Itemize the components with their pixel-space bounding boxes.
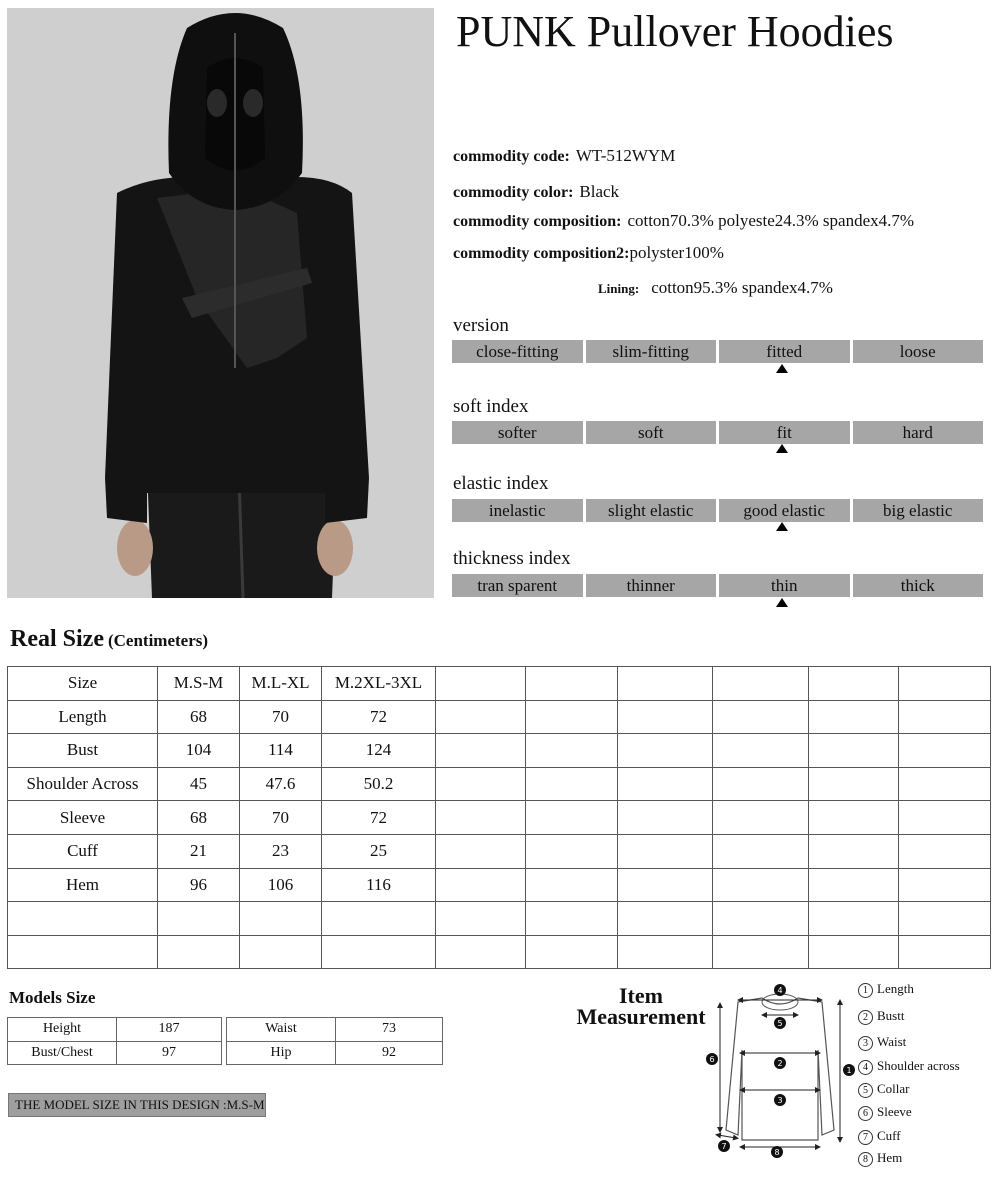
elastic-index-option: good elastic	[719, 499, 850, 522]
table-cell: 124	[322, 734, 436, 768]
table-cell: 70	[240, 801, 322, 835]
empty-cell	[526, 868, 618, 902]
empty-cell	[526, 801, 618, 835]
empty-cell	[618, 902, 713, 936]
thickness-index-option: thinner	[586, 574, 717, 597]
empty-cell	[526, 834, 618, 868]
empty-cell	[436, 734, 526, 768]
empty-cell	[899, 902, 991, 936]
empty-cell	[713, 868, 809, 902]
header-cell: M.2XL-3XL	[322, 667, 436, 701]
table-cell: 114	[240, 734, 322, 768]
soft-index-option: soft	[586, 421, 717, 444]
empty-cell	[899, 767, 991, 801]
legend-label: Hem	[877, 1150, 903, 1165]
empty-cell	[618, 667, 713, 701]
version-selected-marker	[776, 364, 788, 373]
table-header-row	[8, 667, 991, 701]
version-option: slim-fitting	[586, 340, 717, 363]
legend-number: 6	[858, 1106, 873, 1121]
empty-cell	[618, 868, 713, 902]
header-cell: M.L-XL	[240, 667, 322, 701]
models-label: Bust/Chest	[8, 1041, 117, 1065]
empty-cell	[526, 767, 618, 801]
models-label: Waist	[227, 1018, 336, 1042]
legend-number: 3	[858, 1036, 873, 1051]
diagram-label-1: 1	[846, 1066, 852, 1075]
table-row-empty	[8, 935, 991, 969]
empty-cell	[618, 834, 713, 868]
thickness-index-option: thin	[719, 574, 850, 597]
soft-index-title: soft index	[453, 396, 529, 417]
empty-cell	[899, 734, 991, 768]
table-cell: 70	[240, 700, 322, 734]
model-size-note: THE MODEL SIZE IN THIS DESIGN :M.S-M	[8, 1093, 266, 1117]
legend-label: Collar	[877, 1081, 910, 1096]
empty-cell	[899, 834, 991, 868]
commodity-color-label: commodity color:	[453, 184, 574, 201]
models-size-title: Models Size	[9, 988, 96, 1007]
empty-cell	[899, 801, 991, 835]
legend-item	[858, 981, 914, 998]
diagram-label-6: 6	[709, 1055, 715, 1064]
legend-number: 7	[858, 1130, 873, 1145]
table-cell: 25	[322, 834, 436, 868]
table-row	[8, 801, 991, 835]
commodity-composition-value: cotton70.3% polyeste24.3% spandex4.7%	[627, 211, 915, 230]
empty-cell	[526, 700, 618, 734]
models-table-left	[7, 1017, 222, 1065]
legend-number: 5	[858, 1083, 873, 1098]
diagram-label-8: 8	[774, 1148, 780, 1157]
table-row-empty	[8, 902, 991, 936]
soft-index-option: fit	[719, 421, 850, 444]
legend-item	[858, 1104, 912, 1121]
empty-cell	[809, 935, 899, 969]
empty-cell	[618, 767, 713, 801]
empty-cell	[809, 700, 899, 734]
table-row	[8, 834, 991, 868]
real-size-table	[7, 666, 991, 969]
empty-cell	[713, 734, 809, 768]
empty-cell	[809, 868, 899, 902]
elastic-index-selected-marker	[776, 522, 788, 531]
legend-label: Cuff	[877, 1128, 901, 1143]
empty-cell	[809, 801, 899, 835]
item-measurement-title	[562, 985, 720, 1027]
thickness-index-title: thickness index	[453, 548, 571, 569]
empty-cell	[713, 700, 809, 734]
commodity-composition2-row	[453, 243, 724, 263]
table-cell: 72	[322, 700, 436, 734]
diagram-label-2: 2	[777, 1059, 783, 1068]
row-label: Bust	[8, 734, 158, 768]
empty-cell	[899, 700, 991, 734]
models-row	[227, 1018, 443, 1042]
thickness-index-option: tran sparent	[452, 574, 583, 597]
legend-item	[858, 1081, 910, 1098]
item-measurement-line2: Measurement	[576, 1004, 706, 1029]
commodity-color-row	[453, 182, 619, 202]
empty-cell	[618, 801, 713, 835]
table-row	[8, 734, 991, 768]
empty-cell	[436, 700, 526, 734]
empty-cell	[436, 834, 526, 868]
elastic-index-option: big elastic	[853, 499, 984, 522]
diagram-label-5: 5	[777, 1019, 783, 1028]
commodity-composition-label: commodity composition:	[453, 213, 622, 230]
models-row	[8, 1041, 222, 1065]
empty-cell	[526, 667, 618, 701]
empty-cell	[8, 935, 158, 969]
version-title: version	[453, 315, 509, 336]
models-value: 97	[117, 1041, 222, 1065]
header-cell: Size	[8, 667, 158, 701]
empty-cell	[713, 767, 809, 801]
soft-index-bar	[452, 421, 983, 444]
commodity-color-value: Black	[579, 182, 620, 201]
legend-item	[858, 1150, 902, 1167]
item-measurement-line1: Item	[619, 983, 663, 1008]
legend-item	[858, 1058, 960, 1075]
empty-cell	[240, 902, 322, 936]
empty-cell	[809, 767, 899, 801]
legend-number: 8	[858, 1152, 873, 1167]
legend-item	[858, 1034, 906, 1051]
empty-cell	[713, 667, 809, 701]
empty-cell	[618, 700, 713, 734]
commodity-composition-row	[453, 211, 914, 231]
row-label: Cuff	[8, 834, 158, 868]
empty-cell	[436, 767, 526, 801]
real-size-heading: Real Size	[10, 626, 104, 652]
legend-label: Sleeve	[877, 1104, 912, 1119]
empty-cell	[899, 868, 991, 902]
soft-index-option: hard	[853, 421, 984, 444]
empty-cell	[322, 902, 436, 936]
legend-number: 2	[858, 1010, 873, 1025]
legend-label: Length	[877, 981, 914, 996]
legend-label: Waist	[877, 1034, 907, 1049]
table-cell: 21	[158, 834, 240, 868]
thickness-index-bar	[452, 574, 983, 597]
empty-cell	[436, 935, 526, 969]
real-size-title	[10, 626, 208, 653]
soft-index-option: softer	[452, 421, 583, 444]
product-title: PUNK Pullover Hoodies	[456, 7, 894, 56]
version-option: fitted	[719, 340, 850, 363]
thickness-index-option: thick	[853, 574, 984, 597]
row-label: Length	[8, 700, 158, 734]
empty-cell	[436, 801, 526, 835]
legend-number: 4	[858, 1060, 873, 1075]
elastic-index-bar	[452, 499, 983, 522]
empty-cell	[436, 868, 526, 902]
table-cell: 96	[158, 868, 240, 902]
table-cell: 72	[322, 801, 436, 835]
empty-cell	[713, 902, 809, 936]
elastic-index-title: elastic index	[453, 473, 549, 494]
empty-cell	[526, 902, 618, 936]
models-row	[227, 1041, 443, 1065]
empty-cell	[899, 935, 991, 969]
diagram-label-7: 7	[721, 1142, 727, 1151]
version-bar	[452, 340, 983, 363]
empty-cell	[526, 734, 618, 768]
empty-cell	[713, 834, 809, 868]
measurement-diagram	[700, 980, 860, 1170]
table-cell: 68	[158, 801, 240, 835]
models-label: Height	[8, 1018, 117, 1042]
commodity-code-value: WT-512WYM	[575, 146, 676, 165]
version-option: close-fitting	[452, 340, 583, 363]
row-label: Sleeve	[8, 801, 158, 835]
empty-cell	[158, 935, 240, 969]
models-table-right	[226, 1017, 443, 1065]
table-cell: 116	[322, 868, 436, 902]
empty-cell	[322, 935, 436, 969]
models-value: 73	[336, 1018, 443, 1042]
diagram-label-3: 3	[777, 1096, 783, 1105]
empty-cell	[618, 935, 713, 969]
models-value: 187	[117, 1018, 222, 1042]
elastic-index-option: inelastic	[452, 499, 583, 522]
commodity-code-row	[453, 146, 675, 166]
commodity-composition2-value: polyster100%	[629, 243, 724, 262]
models-value: 92	[336, 1041, 443, 1065]
empty-cell	[809, 834, 899, 868]
empty-cell	[713, 801, 809, 835]
legend-label: Bustt	[877, 1008, 905, 1023]
table-row	[8, 767, 991, 801]
empty-cell	[436, 667, 526, 701]
row-label: Hem	[8, 868, 158, 902]
empty-cell	[8, 902, 158, 936]
table-row	[8, 700, 991, 734]
empty-cell	[158, 902, 240, 936]
commodity-code-label: commodity code:	[453, 148, 570, 165]
table-row	[8, 868, 991, 902]
empty-cell	[713, 935, 809, 969]
soft-index-selected-marker	[776, 444, 788, 453]
empty-cell	[809, 902, 899, 936]
models-row	[8, 1018, 222, 1042]
commodity-composition2-label: commodity composition2:	[453, 245, 630, 262]
lining-row	[598, 278, 833, 298]
table-cell: 68	[158, 700, 240, 734]
diagram-label-4: 4	[777, 986, 783, 995]
product-photo	[7, 8, 434, 598]
empty-cell	[899, 667, 991, 701]
empty-cell	[618, 734, 713, 768]
empty-cell	[526, 935, 618, 969]
table-cell: 23	[240, 834, 322, 868]
legend-label: Shoulder across	[877, 1058, 960, 1073]
table-cell: 45	[158, 767, 240, 801]
thickness-index-selected-marker	[776, 598, 788, 607]
table-cell: 106	[240, 868, 322, 902]
version-option: loose	[853, 340, 984, 363]
table-cell: 47.6	[240, 767, 322, 801]
elastic-index-option: slight elastic	[586, 499, 717, 522]
legend-item	[858, 1128, 901, 1145]
lining-value: cotton95.3% spandex4.7%	[651, 278, 833, 297]
header-cell: M.S-M	[158, 667, 240, 701]
row-label: Shoulder Across	[8, 767, 158, 801]
table-cell: 104	[158, 734, 240, 768]
lining-label: Lining:	[598, 281, 640, 296]
empty-cell	[809, 734, 899, 768]
empty-cell	[809, 667, 899, 701]
empty-cell	[240, 935, 322, 969]
legend-item	[858, 1008, 904, 1025]
empty-cell	[436, 902, 526, 936]
real-size-unit: (Centimeters)	[107, 631, 209, 650]
table-cell: 50.2	[322, 767, 436, 801]
legend-number: 1	[858, 983, 873, 998]
models-label: Hip	[227, 1041, 336, 1065]
